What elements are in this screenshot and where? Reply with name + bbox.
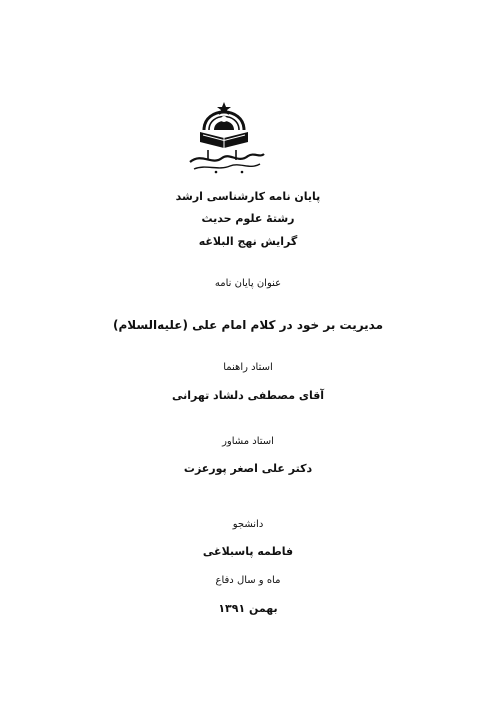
defense-date-label: ماه و سال دفاع	[215, 575, 281, 586]
orientation-line: گرایش نهج البلاغه	[198, 235, 298, 248]
defense-date: بهمن ۱۳۹۱	[218, 602, 278, 615]
student-name: فاطمه پاسبلاغی	[202, 545, 294, 558]
thesis-title: مدیریت بر خود در کلام امام علی (علیه‌السلام)	[112, 318, 384, 332]
degree-line: پایان نامه کارشناسی ارشد	[175, 190, 321, 203]
advisor-name: دکتر علی اصغر پورعزت	[183, 462, 313, 475]
university-emblem-icon	[178, 92, 270, 174]
field-line: رشتهٔ علوم حدیث	[201, 212, 295, 225]
advisor-label: استاد مشاور	[222, 436, 274, 447]
thesis-title-label: عنوان پایان نامه	[214, 278, 282, 289]
supervisor-label: استاد راهنما	[223, 362, 273, 373]
student-label: دانشجو	[232, 519, 264, 530]
supervisor-name: آقای مصطفی دلشاد تهرانی	[171, 389, 325, 402]
